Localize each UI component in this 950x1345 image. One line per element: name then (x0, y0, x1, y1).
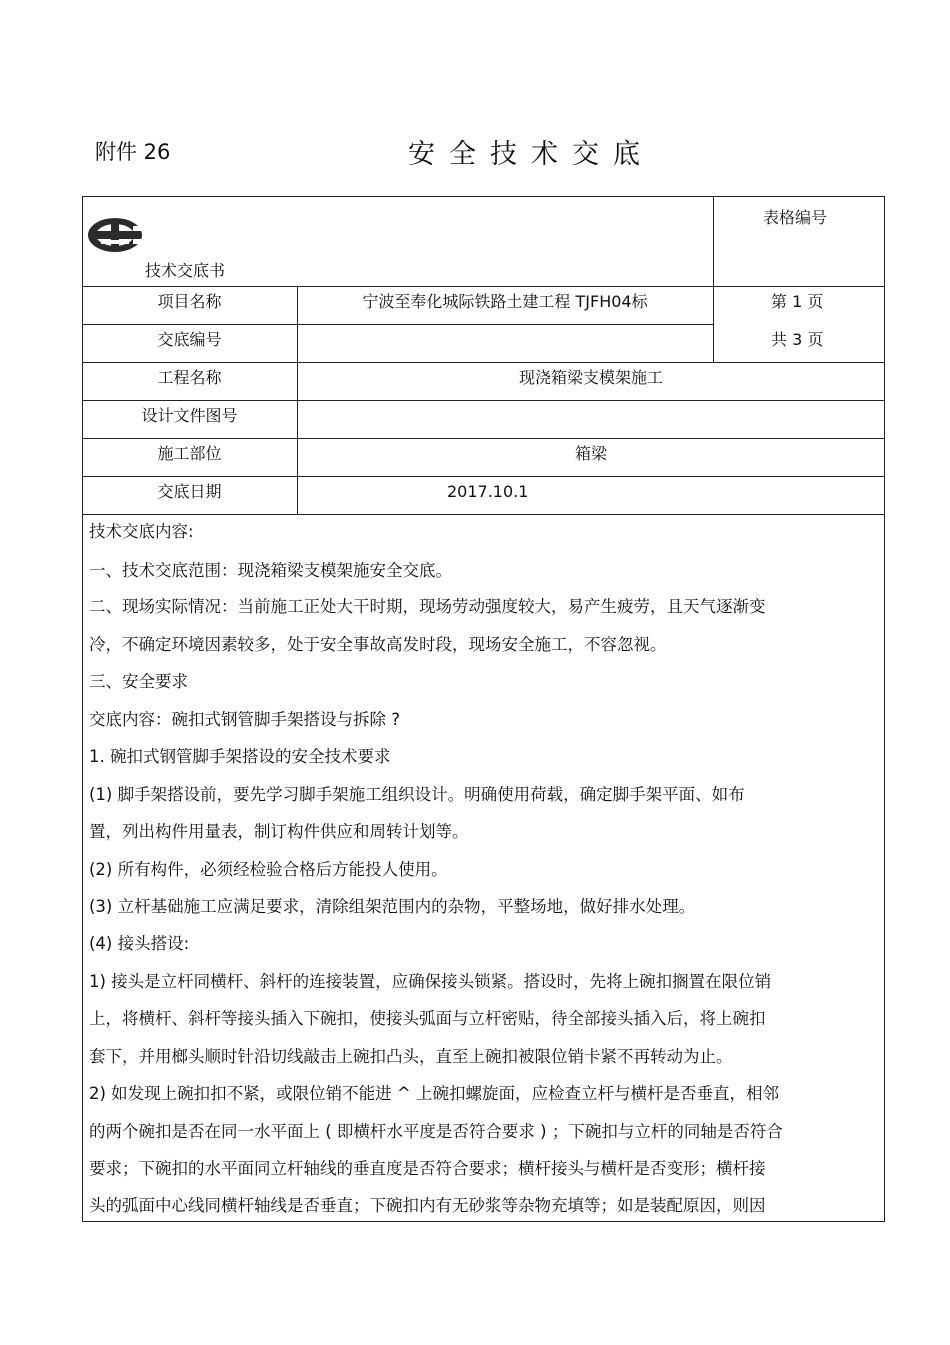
project-name-label: 项目名称 (157, 292, 222, 311)
content-line: 要求；下碗扣的水平面同立杆轴线的垂直度是否符合要求；横杆接头与横杆是否变形；横杆接 (89, 1159, 766, 1178)
page-current: 第 1 页 (771, 292, 824, 311)
content-line: 1. 碗扣式钢管脚手架搭设的安全技术要求 (89, 747, 391, 766)
briefing-date-value: 2017.10.1 (447, 482, 529, 501)
content-line: 头的弧面中心线同横杆轴线是否垂直；下碗扣内有无砂浆等杂物充填等；如是装配原因，则因 (89, 1196, 766, 1215)
page-title: 安全技术交底 (408, 139, 654, 170)
content-line: 交底内容：碗扣式钢管脚手架搭设与拆除 ? (89, 710, 401, 729)
doc-type-label: 技术交底书 (145, 261, 226, 280)
column-divider (297, 286, 298, 514)
content-line: (1) 脚手架搭设前，要先学习脚手架施工组织设计。明确使用荷载，确定脚手架平面、如布 (89, 785, 745, 804)
row-divider (82, 286, 885, 287)
construction-part-label: 施工部位 (157, 444, 222, 463)
work-name-value: 现浇箱梁支模架施工 (518, 368, 663, 387)
content-line: 一、技术交底范围：现浇箱梁支模架施安全交底。 (89, 561, 452, 580)
project-name-value: 宁波至奉化城际铁路土建工程 TJFH04标 (362, 292, 648, 311)
content-line: 三、安全要求 (89, 672, 188, 691)
content-line: 技术交底内容: (89, 522, 194, 541)
briefing-date-label: 交底日期 (157, 482, 222, 501)
content-line: 冷，不确定环境因素较多，处于安全事故高发时段，现场安全施工，不容忽视。 (89, 635, 667, 654)
design-drawing-label: 设计文件图号 (141, 406, 238, 425)
content-line: 二、现场实际情况：当前施工正处大干时期，现场劳动强度较大，易产生疲劳，且天气逐渐变 (89, 597, 766, 616)
form-number-label: 表格编号 (763, 208, 828, 227)
briefing-number-label: 交底编号 (157, 330, 222, 349)
row-divider (82, 324, 713, 325)
content-line: (2) 所有构件，必须经检验合格后方能投人使用。 (89, 860, 448, 879)
content-line: (4) 接头搭设: (89, 934, 190, 953)
row-divider (82, 438, 885, 439)
work-name-label: 工程名称 (157, 368, 222, 387)
content-line: 置，列出构件用量表，制订构件供应和周转计划等。 (89, 822, 469, 841)
content-line: (3) 立杆基础施工应满足要求，清除组架范围内的杂物，平整场地，做好排水处理。 (89, 897, 696, 916)
row-divider (82, 476, 885, 477)
row-divider (82, 400, 885, 401)
content-line: 2) 如发现上碗扣扣不紧，或限位销不能进 ^ 上碗扣螺旋面，应检查立杆与横杆是否垂直，相邻 (89, 1084, 779, 1103)
construction-part-value: 箱梁 (574, 444, 607, 463)
row-divider (82, 362, 885, 363)
page-total: 共 3 页 (771, 330, 824, 349)
content-line: 套下，并用榔头顺时针沿切线敲击上碗扣凸头，直至上碗扣被限位销卡紧不再转动为止。 (89, 1047, 733, 1066)
content-line: 上，将横杆、斜杆等接头插入下碗扣，使接头弧面与立杆密贴，待全部接头插入后，将上碗扣 (89, 1009, 766, 1028)
attachment-number: 附件 26 (95, 140, 171, 164)
content-line: 的两个碗扣是否在同一水平面上 ( 即横杆水平度是否符合要求 ) ；下碗扣与立杆的同轴是否符合 (89, 1122, 783, 1141)
row-divider (82, 514, 885, 515)
column-divider (713, 196, 714, 362)
company-logo-icon (87, 216, 147, 254)
content-line: 1) 接头是立杆同横杆、斜杆的连接装置，应确保接头锁紧。搭设时，先将上碗扣搁置在限位销 (89, 972, 772, 991)
